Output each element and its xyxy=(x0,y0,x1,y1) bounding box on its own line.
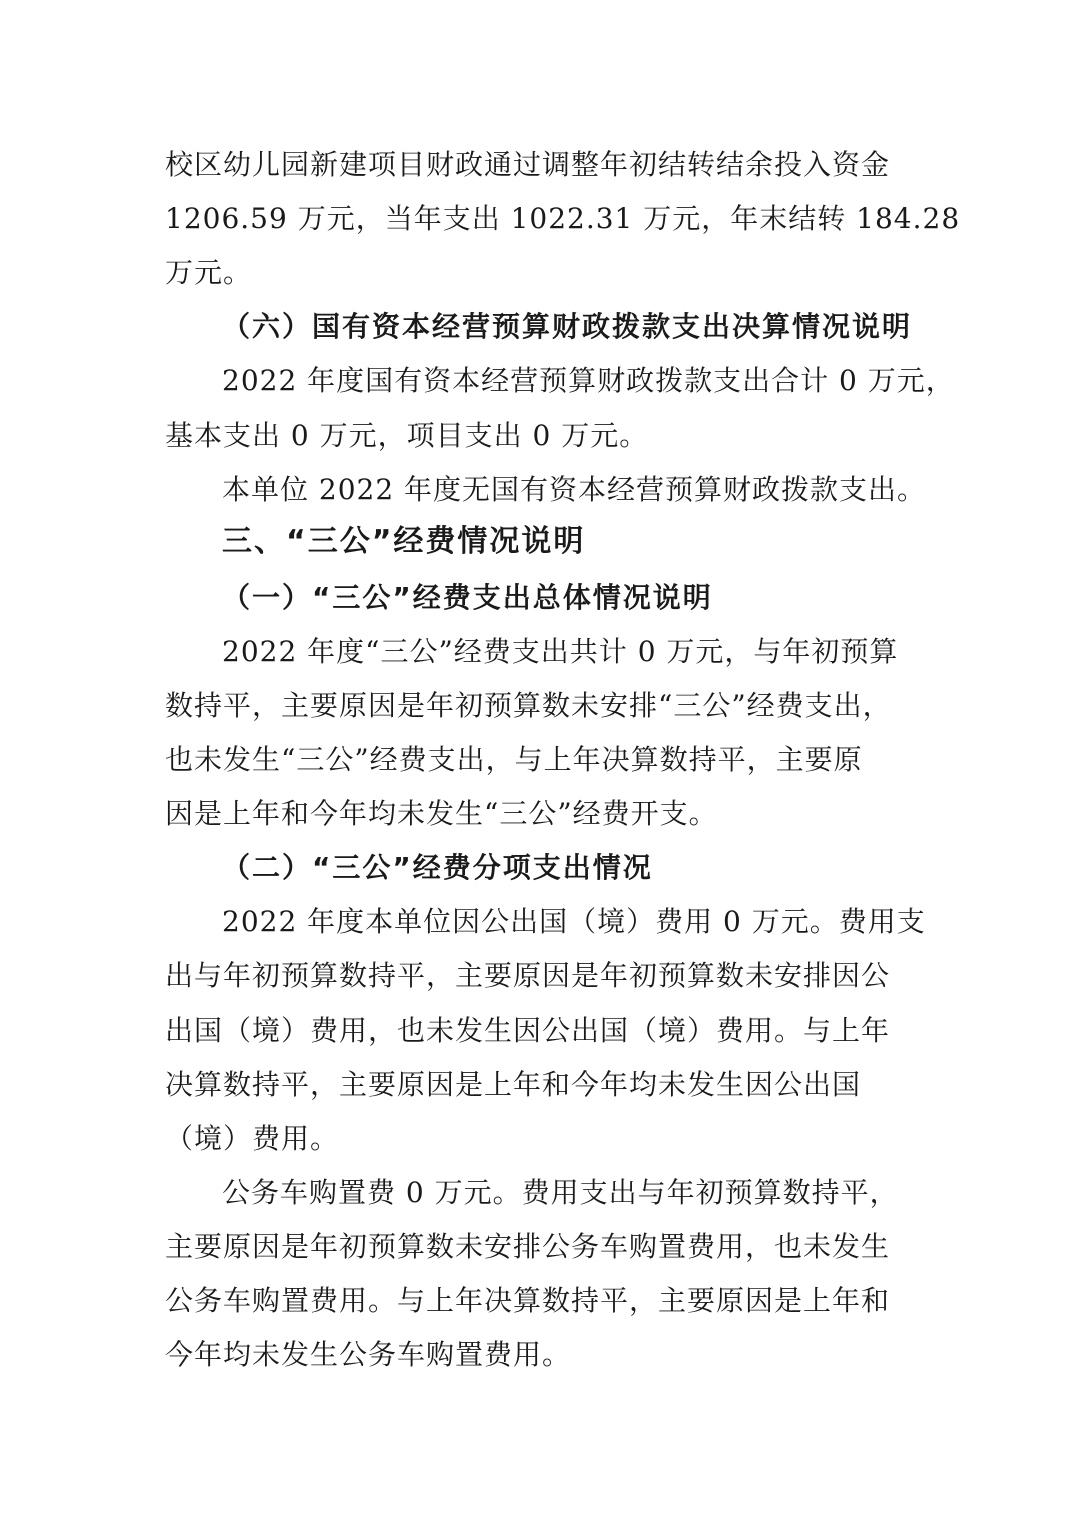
body-text-line: 1206.59 万元，当年支出 1022.31 万元，年末结转 184.28 xyxy=(165,202,961,235)
body-text-line: 因是上年和今年均未发生“三公”经费开支。 xyxy=(165,797,718,830)
body-text-line: 2022 年度“三公”经费支出共计 0 万元，与年初预算 xyxy=(222,635,899,668)
body-text-line: 决算数持平，主要原因是上年和今年均未发生因公出国 xyxy=(165,1068,862,1101)
body-text-line: 2022 年度国有资本经营预算财政拨款支出合计 0 万元， xyxy=(222,364,955,397)
section-heading-2: （二）“三公”经费分项支出情况 xyxy=(222,851,653,884)
body-text-line: 公务车购置费 0 万元。费用支出与年初预算数持平， xyxy=(222,1176,899,1209)
body-text-line: （境）费用。 xyxy=(165,1122,340,1155)
section-heading-6: （六）国有资本经营预算财政拨款支出决算情况说明 xyxy=(222,310,913,343)
body-text-line: 基本支出 0 万元，项目支出 0 万元。 xyxy=(165,419,649,452)
body-text-line: 数持平，主要原因是年初预算数未安排“三公”经费支出， xyxy=(165,689,892,722)
body-text-line: 出与年初预算数持平，主要原因是年初预算数未安排因公 xyxy=(165,959,891,992)
body-text-line: 2022 年度本单位因公出国（境）费用 0 万元。费用支 xyxy=(222,905,926,938)
body-text-line: 也未发生“三公”经费支出，与上年决算数持平，主要原 xyxy=(165,743,863,776)
body-text-line: 公务车购置费用。与上年决算数持平，主要原因是上年和 xyxy=(165,1284,891,1317)
chapter-heading-3: 三、“三公”经费情况说明 xyxy=(222,524,586,559)
section-heading-1: （一）“三公”经费支出总体情况说明 xyxy=(222,581,713,614)
body-text-line: 校区幼儿园新建项目财政通过调整年初结转结余投入资金 xyxy=(165,148,891,181)
body-text-line: 今年均未发生公务车购置费用。 xyxy=(165,1338,572,1371)
body-text-line: 主要原因是年初预算数未安排公务车购置费用，也未发生 xyxy=(165,1230,891,1263)
body-text-line: 出国（境）费用，也未发生因公出国（境）费用。与上年 xyxy=(165,1014,891,1047)
body-text-line: 万元。 xyxy=(165,256,253,289)
body-text-line: 本单位 2022 年度无国有资本经营预算财政拨款支出。 xyxy=(222,473,927,506)
